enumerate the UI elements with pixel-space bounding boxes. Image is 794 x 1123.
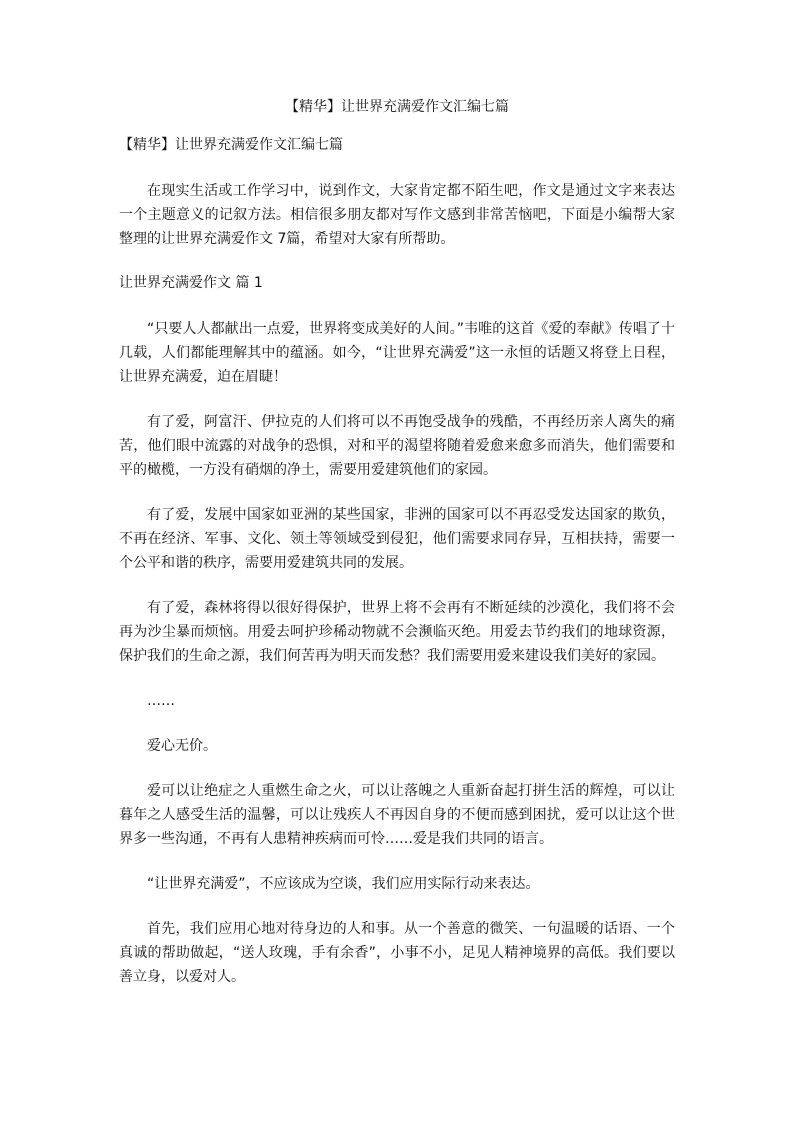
body-paragraph: 首先，我们应用心地对待身边的人和事。从一个善意的微笑、一句温暖的话语、一个真诚的帮助做起，“送人玫瑰，手有余香”，小事不小，足见人精神境界的高低。我们要以善立身，以爱对人。: [119, 921, 675, 985]
ellipsis-paragraph: ……: [147, 693, 175, 709]
body-paragraph: 有了爱，森林将得以很好得保护，世界上将不会再有不断延续的沙漠化，我们将不会再为沙尘暴而烦恼。用爱去呵护珍稀动物就不会濒临灭绝。用爱去节约我们的地球资源，保护我们的生命之源，我们何苦再为明天而发愁？我们需要用爱来建设我们美好的家园。: [119, 600, 675, 664]
document-page: [119, 96, 675, 1010]
body-paragraph: “让世界充满爱”，不应该成为空谈，我们应用实际行动来表达。: [147, 876, 540, 892]
body-paragraph: 爱心无价。: [147, 738, 217, 754]
body-paragraph: 有了爱，发展中国家如亚洲的某些国家，非洲的国家可以不再忍受发达国家的欺负，不再在经济、军事、文化、领土等领域受到侵犯，他们需要求同存异，互相扶持，需要一个公平和谐的秩序，需要用爱建筑共同的发展。: [119, 507, 675, 571]
intro-paragraph: 在现实生活或工作学习中，说到作文，大家肯定都不陌生吧，作文是通过文字来表达一个主题意义的记叙方法。相信很多朋友都对写作文感到非常苦恼吧，下面是小编帮大家整理的让世界充满爱作文 7篇，希望对大家有所帮助。: [119, 183, 675, 247]
body-paragraph: “只要人人都献出一点爱，世界将变成美好的人间。”韦唯的这首《爱的奉献》传唱了十几载，人们都能理解其中的蕴涵。如今，“让世界充满爱”这一永恒的话题又将登上日程，让世界充满爱，迫在眉睫！: [119, 321, 675, 385]
body-paragraph: 有了爱，阿富汗、伊拉克的人们将可以不再饱受战争的残酷，不再经历亲人离失的痛苦，他们眼中流露的对战争的恐惧，对和平的渴望将随着爱愈来愈多而消失，他们需要和平的橄榄，一方没有硝烟的净土，需要用爱建筑他们的家园。: [119, 414, 675, 478]
document-title: 【精华】让世界充满爱作文汇编七篇: [285, 99, 509, 115]
document-subtitle: 【精华】让世界充满爱作文汇编七篇: [119, 137, 343, 153]
body-paragraph: 爱可以让绝症之人重燃生命之火，可以让落魄之人重新奋起打拼生活的辉煌，可以让暮年之人感受生活的温馨，可以让残疾人不再因自身的不便而感到困扰，爱可以让这个世界多一些沟通，不再有人患精神疾病而可怜……爱是我们共同的语言。: [119, 783, 675, 847]
section-heading: 让世界充满爱作文 篇 1: [119, 275, 263, 291]
